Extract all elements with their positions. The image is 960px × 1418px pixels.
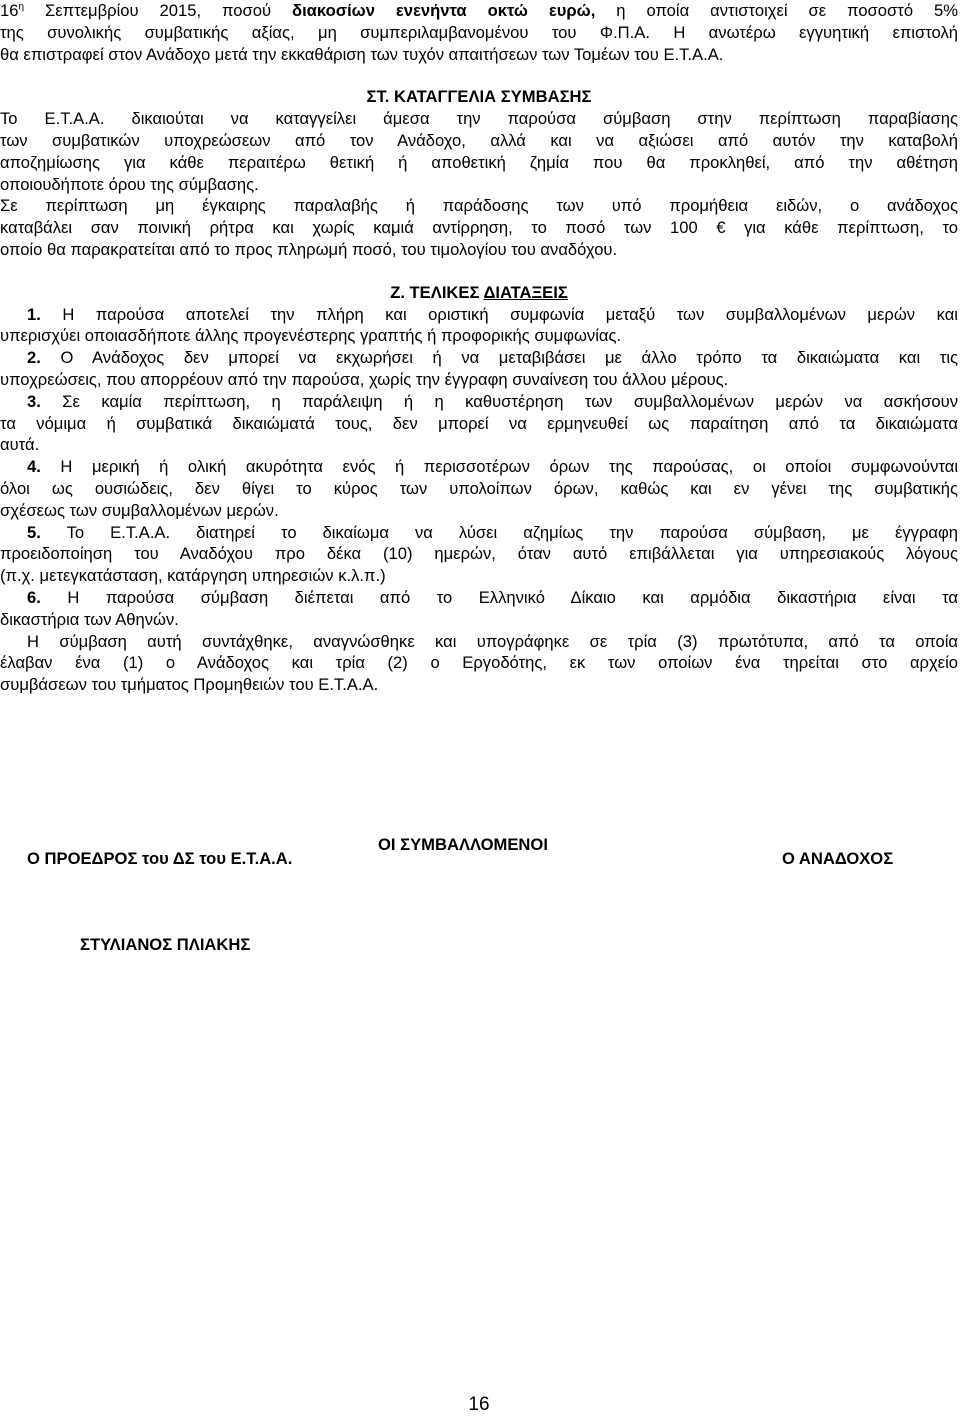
provision-line: δικαστήρια των Αθηνών. xyxy=(0,609,179,629)
signature-left-title: Ο ΠΡΟΕΔΡΟΣ του ΔΣ του Ε.Τ.Α.Α. xyxy=(27,849,293,868)
termination-line: οποιουδήποτε όρου της σύμβασης. xyxy=(0,174,259,194)
termination-line: καταβάλει σαν ποινική ρήτρα και χωρίς καμιά αντίρρηση, το ποσό των 100 € για κάθε περίπτωση, το xyxy=(0,218,958,238)
termination-line: αποζημίωσης για κάθε περαιτέρω θετική ή αποθετική ζημία που θα προκληθεί, από την αθέτηση xyxy=(0,152,958,172)
section-title-final-provisions xyxy=(0,282,958,304)
provision-number: 4. xyxy=(27,457,41,477)
provision-number: 5. xyxy=(27,522,41,542)
section-title-underlined: ΔΙΑΤΑΞΕΙΣ xyxy=(483,282,568,302)
provision-number: 3. xyxy=(27,391,41,411)
intro-text: Σεπτεμβρίου 2015, ποσού xyxy=(24,1,292,20)
closing-line: έλαβαν ένα (1) ο Ανάδοχος και τρία (2) ο Εργοδότης, εκ των οποίων ένα τηρείται στο αρχείο xyxy=(0,653,958,673)
intro-text: η οποία αντιστοιχεί σε ποσοστό 5% xyxy=(595,1,959,20)
intro-line-1 xyxy=(0,0,958,22)
provision-line: αυτά. xyxy=(0,435,40,455)
provision-line xyxy=(0,391,958,413)
provision-item-1 xyxy=(0,304,958,348)
intro-paragraph xyxy=(0,0,958,65)
termination-line: Σε περίπτωση μη έγκαιρης παραλαβής ή παράδοσης των υπό προμήθεια ειδών, ο ανάδοχος xyxy=(0,196,958,216)
intro-amount: διακοσίων ενενήντα οκτώ ευρώ, xyxy=(292,1,596,20)
provision-number: 6. xyxy=(27,587,41,607)
provision-line xyxy=(0,522,958,544)
provision-line: τα νόμιμα ή συμβατικά δικαιώματά τους, δεν μπορεί να ερμηνευθεί ως παραίτηση από τα δικαιώματα xyxy=(0,413,958,433)
closing-line: συμβάσεων του τμήματος Προμηθειών του Ε.Τ.Α.Α. xyxy=(0,675,379,695)
provision-text: Η παρούσα σύμβαση διέπεται από το Ελληνικό Δίκαιο και αρμόδια δικαστήρια είναι τα xyxy=(40,587,958,607)
section-title-prefix: Ζ. ΤΕΛΙΚΕΣ xyxy=(390,282,484,302)
provision-line: όλοι ως ουσιώδεις, δεν θίγει το κύρος των υπολοίπων όρων, καθώς και εν γένει της συμβατικής xyxy=(0,478,958,498)
provision-line: (π.χ. μετεγκατάσταση, κατάργηση υπηρεσιών κ.λ.π.) xyxy=(0,566,386,586)
provision-line: υποχρεώσεις, που απορρέουν από την παρούσα, χωρίς την έγγραφη συναίνεση του άλλου μέρους. xyxy=(0,369,729,389)
signatory-name: ΣΤΥΛΙΑΝΟΣ ΠΛΙΑΚΗΣ xyxy=(80,935,251,954)
signatures-header: ΟΙ ΣΥΜΒΑΛΛΟΜΕΝΟΙ xyxy=(378,835,548,854)
provision-item-2 xyxy=(0,347,958,391)
signature-right-title: Ο ΑΝΑΔΟΧΟΣ xyxy=(782,849,894,868)
provision-line xyxy=(0,304,958,326)
intro-line-2: της συνολικής συμβατικής αξίας, μη συμπεριλαμβανομένου του Φ.Π.Α. Η ανωτέρω εγγυητική επιστολή xyxy=(0,22,958,42)
termination-paragraph-2 xyxy=(0,195,958,260)
termination-paragraph-1 xyxy=(0,108,958,195)
provision-item-3 xyxy=(0,391,958,456)
provision-text: Ο Ανάδοχος δεν μπορεί να εκχωρήσει ή να μεταβιβάσει με άλλο τρόπο τα δικαιώματα και τις xyxy=(40,348,958,368)
provision-line: σχέσεως των συμβαλλομένων μερών. xyxy=(0,500,279,520)
provision-line: προειδοποίηση του Αναδόχου προ δέκα (10) ημερών, όταν αυτό επιβάλλεται για υπηρεσιακούς λόγους xyxy=(0,544,958,564)
termination-line: οποίο θα παρακρατείται από το προς πληρωμή ποσό, του τιμολογίου του αναδόχου. xyxy=(0,239,618,259)
provision-item-4 xyxy=(0,456,958,521)
provision-number: 1. xyxy=(27,304,41,324)
provision-item-5 xyxy=(0,522,958,587)
intro-line-3: θα επιστραφεί στον Ανάδοχο μετά την εκκαθάριση των τυχόν απαιτήσεων των Τομέων του Ε.Τ.Α.Α. xyxy=(0,44,724,64)
intro-day: 16 xyxy=(0,1,19,20)
termination-line: Το Ε.Τ.Α.Α. δικαιούται να καταγγείλει άμεσα την παρούσα σύμβαση στην περίπτωση παραβίασης xyxy=(0,109,958,129)
closing-paragraph xyxy=(0,631,958,696)
provision-item-6 xyxy=(0,587,958,631)
intro-day-suffix: η xyxy=(18,1,25,13)
provision-text: Η μερική ή ολική ακυρότητα ενός ή περισσοτέρων όρων της παρούσας, οι οποίοι συμφωνούνται xyxy=(40,457,958,477)
provision-text: Η παρούσα αποτελεί την πλήρη και οριστική συμφωνία μεταξύ των συμβαλλομένων μερών και xyxy=(40,304,958,324)
termination-line: των συμβατικών υποχρεώσεων από τον Ανάδοχο, αλλά και να αξιώσει από αυτόν την καταβολή xyxy=(0,130,958,150)
provision-text: Το Ε.Τ.Α.Α. διατηρεί το δικαίωμα να λύσει αζημίως την παρούσα σύμβαση, με έγγραφη xyxy=(40,522,958,542)
provision-line xyxy=(0,347,958,369)
provision-text: Σε καμία περίπτωση, η παράλειψη ή η καθυστέρηση των συμβαλλομένων μερών να ασκήσουν xyxy=(40,391,958,411)
provision-number: 2. xyxy=(27,348,41,368)
closing-line: Η σύμβαση αυτή συντάχθηκε, αναγνώσθηκε και υπογράφηκε σε τρία (3) πρωτότυπα, από τα οποία xyxy=(27,631,958,651)
document-body xyxy=(0,0,958,696)
provision-line xyxy=(0,456,958,478)
provision-line xyxy=(0,587,958,609)
section-title-termination: ΣΤ. ΚΑΤΑΓΓΕΛΙΑ ΣΥΜΒΑΣΗΣ xyxy=(366,87,592,107)
page-number: 16 xyxy=(468,1394,490,1415)
provision-line: υπερισχύει οποιασδήποτε άλλης προγενέστερης γραπτής ή προφορικής συμφωνίας. xyxy=(0,326,622,346)
